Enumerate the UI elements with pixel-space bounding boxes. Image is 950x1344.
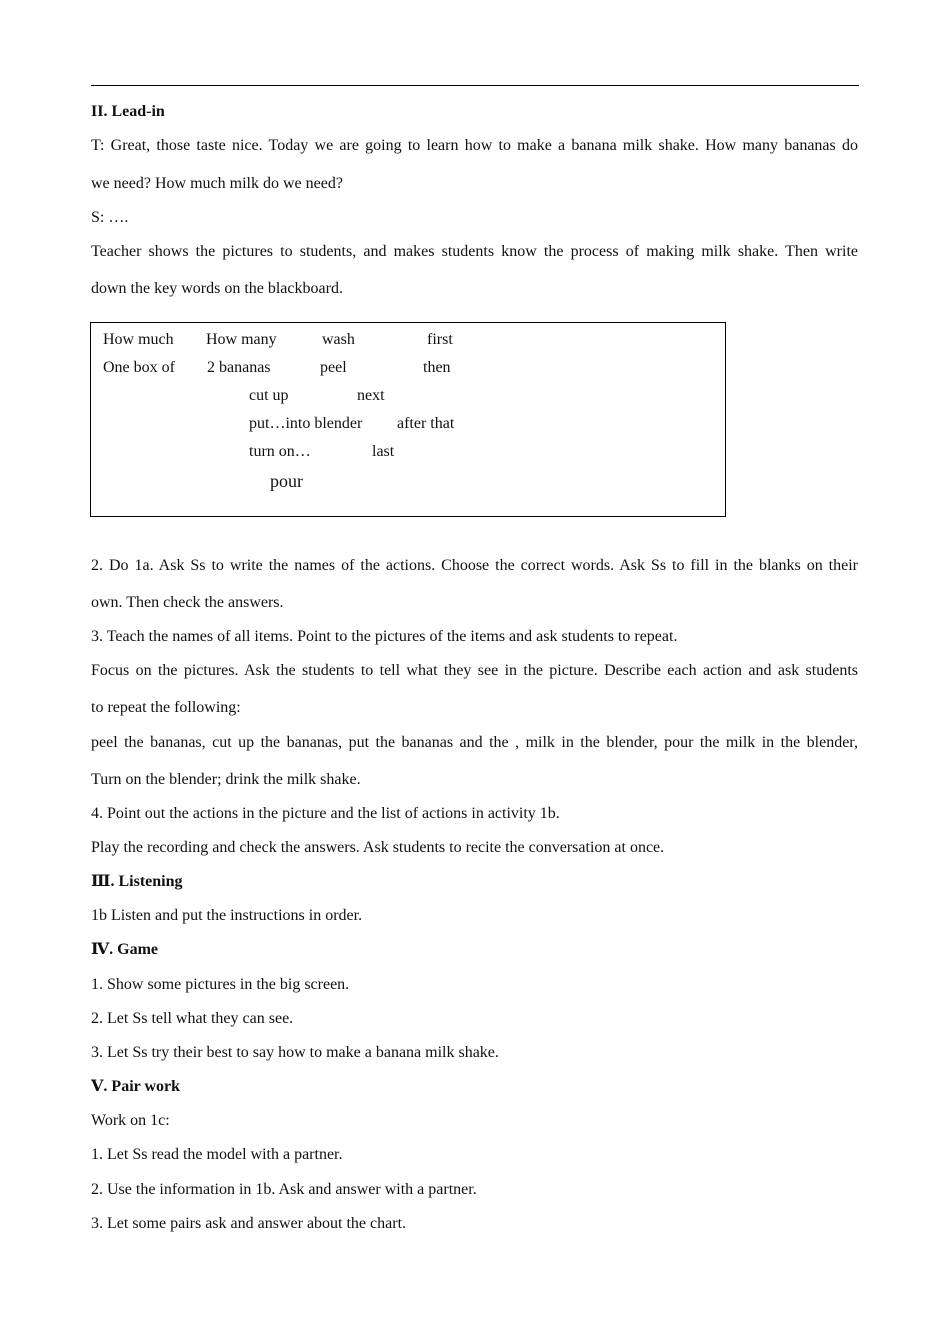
focus-line-2: to repeat the following: [91, 699, 241, 716]
listening-instruction: 1b Listen and put the instructions in order. [91, 907, 363, 924]
student-response: S: …. [91, 209, 129, 226]
step-2-line-1: 2. Do 1a. Ask Ss to write the names of the actions. Choose the correct words. Ask Ss to fill in the blanks on their [91, 557, 858, 574]
keyword: pour [270, 471, 303, 491]
play-recording: Play the recording and check the answers. Ask students to recite the conversation at once. [91, 839, 665, 856]
pair-work-item: 2. Use the information in 1b. Ask and answer with a partner. [91, 1181, 477, 1198]
step-3: 3. Teach the names of all items. Point to the pictures of the items and ask students to repeat. [91, 628, 678, 645]
lead-in-heading: II. Lead-in [91, 103, 165, 120]
game-item: 2. Let Ss tell what they can see. [91, 1010, 294, 1027]
step-2-line-2: own. Then check the answers. [91, 594, 284, 611]
pair-work-heading: Ⅴ. Pair work [91, 1078, 180, 1095]
focus-line-1: Focus on the pictures. Ask the students to tell what they see in the picture. Describe each action and ask students [91, 662, 858, 679]
keyword: One box of [103, 359, 175, 376]
actions-line-1: peel the bananas, cut up the bananas, put the bananas and the , milk in the blender, pour the milk in the blender, [91, 734, 858, 751]
pair-work-intro: Work on 1c: [91, 1112, 170, 1129]
keyword: put…into blender [249, 415, 363, 432]
keyword: How many [206, 331, 277, 348]
teacher-question-line-2: we need? How much milk do we need? [91, 175, 343, 192]
teacher-instruction-line-2: down the key words on the blackboard. [91, 280, 343, 297]
header-rule [91, 85, 859, 86]
actions-line-2: Turn on the blender; drink the milk shake. [91, 771, 361, 788]
teacher-instruction-line-1: Teacher shows the pictures to students, and makes students know the process of making milk shake. Then write [91, 243, 858, 260]
keyword: last [372, 443, 395, 460]
game-heading: Ⅳ. Game [91, 941, 159, 958]
keyword: 2 bananas [207, 359, 271, 376]
keyword: after that [397, 415, 455, 432]
keyword: then [423, 359, 451, 376]
keyword: How much [103, 331, 174, 348]
keyword: next [357, 387, 385, 404]
game-item: 3. Let Ss try their best to say how to make a banana milk shake. [91, 1044, 499, 1061]
keyword: cut up [249, 387, 289, 404]
step-4: 4. Point out the actions in the picture and the list of actions in activity 1b. [91, 805, 560, 822]
keyword: peel [320, 359, 347, 376]
pair-work-item: 1. Let Ss read the model with a partner. [91, 1146, 343, 1163]
keyword: wash [322, 331, 355, 348]
game-item: 1. Show some pictures in the big screen. [91, 976, 350, 993]
pair-work-item: 3. Let some pairs ask and answer about the chart. [91, 1215, 407, 1232]
teacher-question-line-1: T: Great, those taste nice. Today we are going to learn how to make a banana milk shake. How many bananas do [91, 137, 858, 154]
keyword: turn on… [249, 443, 311, 460]
blackboard-keyword-box [90, 322, 726, 517]
listening-heading: Ⅲ. Listening [91, 873, 183, 890]
keyword: first [427, 331, 453, 348]
